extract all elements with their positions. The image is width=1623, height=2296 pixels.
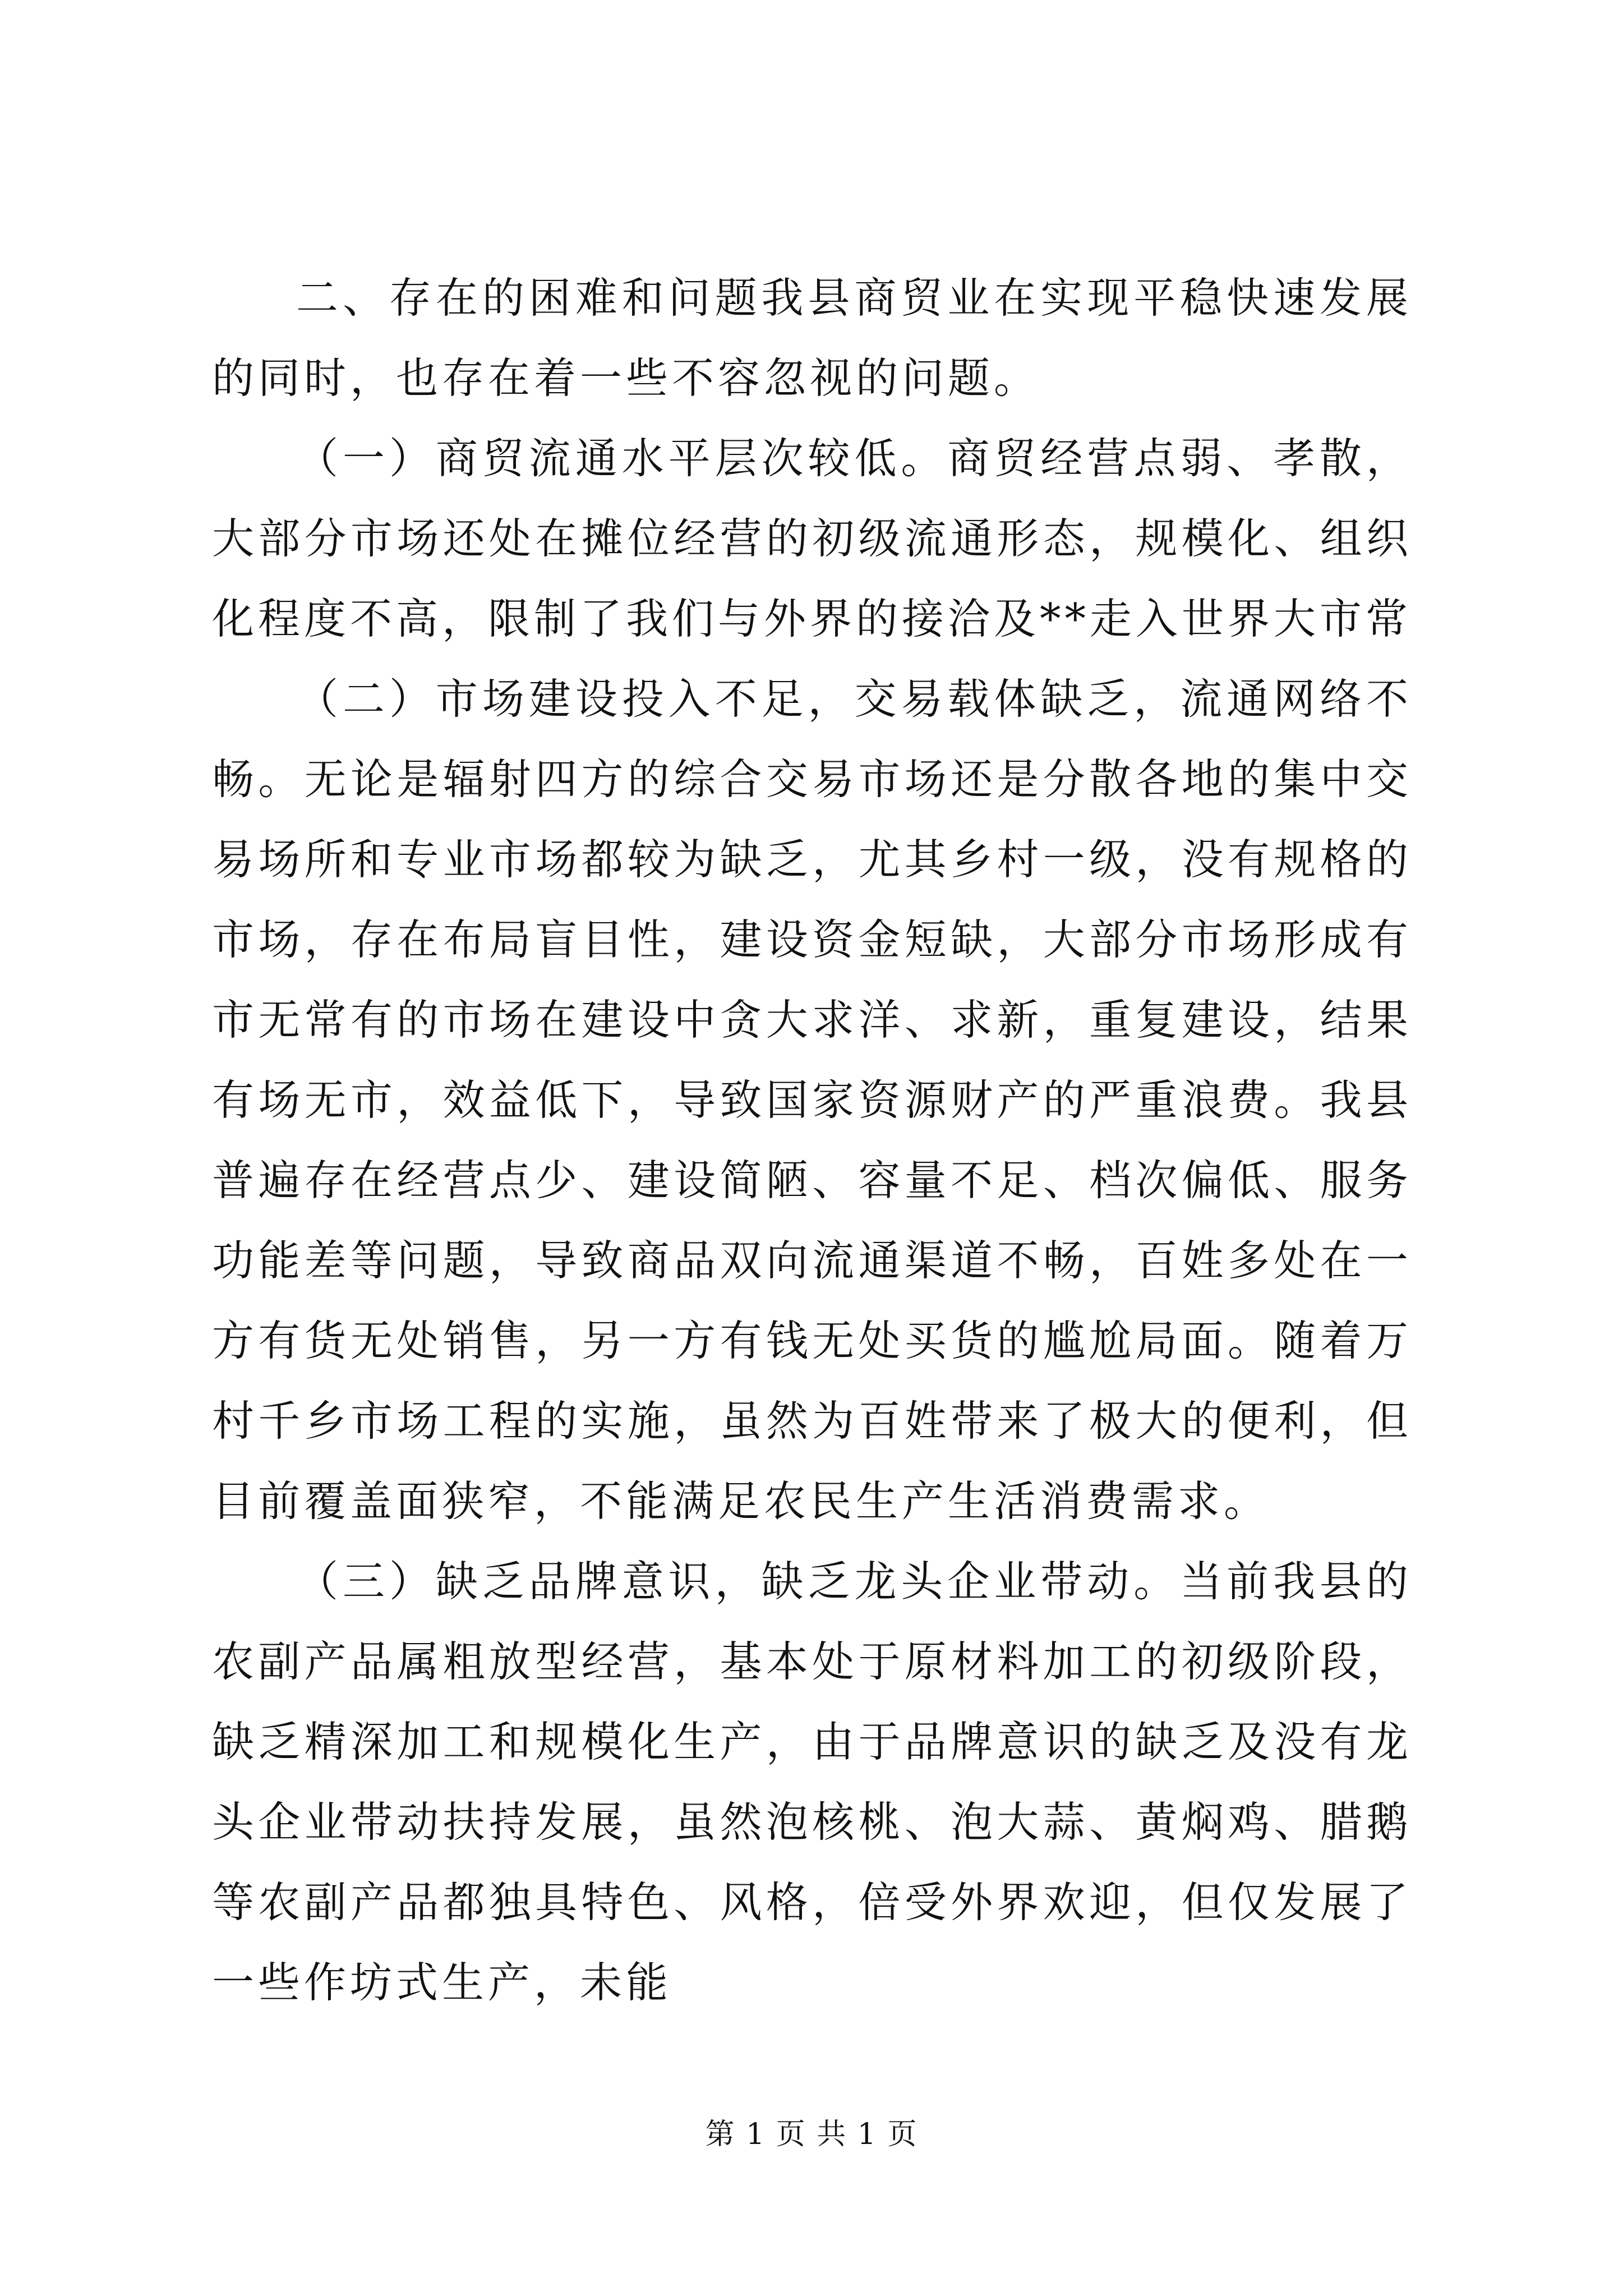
paragraph-section-two: （二）市场建设投入不足，交易载体缺乏，流通网络不畅。无论是辐射四方的综合交易市场还是分散各地的集中交易场所和专业市场都较为缺乏，尤其乡村一级，没有规格的市场，存在布局盲目性，建设资金短缺，大部分市场形成有市无常有的市场在建设中贪大求洋、求新，重复建设，结果有场无市，效益低下，导致国家资源财产的严重浪费。我县普遍存在经营点少、建设简陋、容量不足、档次偏低、服务功能差等问题，导致商品双向流通渠道不畅，百姓多处在一方有货无处销售，另一方有钱无处买货的尴尬局面。随着万村千乡市场工程的实施，虽然为百姓带来了极大的便利，但目前覆盖面狭窄，不能满足农民生产生活消费需求。 xyxy=(212,674,1412,1526)
paragraph-difficulties-intro: 二、存在的困难和问题我县商贸业在实现平稳快速发展的同时，也存在着一些不容忽视的问题。 xyxy=(212,273,1412,403)
document-body xyxy=(212,258,1412,2023)
paragraph-section-three: （三）缺乏品牌意识，缺乏龙头企业带动。当前我县的农副产品属粗放型经营，基本处于原材料加工的初级阶段，缺乏精深加工和规模化生产，由于品牌意识的缺乏及没有龙头企业带动扶持发展，虽然泡核桃、泡大蒜、黄焖鸡、腊鹅等农副产品都独具特色、风格，倍受外界欢迎，但仅发展了一些作坊式生产，未能 xyxy=(212,1557,1412,2007)
paragraph-section-one: （一）商贸流通水平层次较低。商贸经营点弱、孝散，大部分市场还处在摊位经营的初级流通形态，规模化、组织化程度不高，限制了我们与外界的接洽及**走入世界大市常 xyxy=(212,434,1412,643)
page-footer: 第 1 页 共 1 页 xyxy=(705,2118,918,2151)
